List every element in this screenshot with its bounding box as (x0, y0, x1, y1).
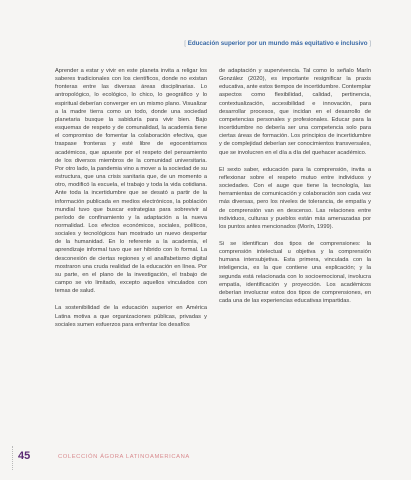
page-number: 45 (18, 450, 31, 462)
paragraph: El sexto saber, educación para la comprensión, invita a reflexionar sobre el respeto mutuo entre individuos y sociedades. Con el auge que tiene la tecnología, las herramientas de comunicación y colaboración son cada vez más diversas, pero los niveles de tolerancia, de empatía y de comprensión van en descenso. Las relaciones entre individuos, culturas y pueblos están más amenazadas por los puntos antes mencionados (Morín, 1999). (219, 166, 371, 230)
paragraph: La sostenibilidad de la educación superior en América Latina motiva a que organizaciones públicas, privadas y sociales sumen esfuerzos para enfrentar los desafíos (55, 305, 207, 328)
left-text-column (55, 67, 207, 329)
paragraph: Aprender a estar y vivir en este planeta invita a religar los saberes tradicionales con los científicos, donde no existan fronteras entre las diversas áreas disciplinarias. Lo antropológico, lo ecológico, lo chico, lo geográfico y lo espiritual deberían converger en un mismo plano. Visualizar a la madre tierra como un todo, donde una sociedad planetaria busque la sabiduría para vivir bien. Bajo esquemas de respeto y de comunalidad, la academia tiene el compromiso de fomentar la colaboración efectiva, que traspase fronteras y esté libre de egocentrismos académicos, que apueste por el respeto del pensamiento de los diversos miembros de la comunidad universitaria. Por otro lado, la pandemia vino a mover a la sociedad de su estructura, que una crisis sanitaria que, de un momento a otro, modificó la escuela, el trabajo y toda la vida cotidiana. Ante toda la incertidumbre que se desató a partir de la información publicada en medios electrónicos, la población mundial tuvo que buscar estrategias para sobrevivir al período de confinamiento y la adaptación a la nueva normalidad. Los efectos económicos, sociales, políticos, sociales y tecnológicos han mostrado un nuevo despertar de la humanidad. En lo referente a la academia, el aprendizaje informal tuvo que ser hibrido con lo formal. La desconexión de ciertas regiones y el analfabetismo digital mostraron una cruda realidad de la educación en línea. Por su parte, en el plano de la investigación, el trabajo de campo se vio limitado, excepto aquellos vinculados con temas de salud. (55, 68, 207, 295)
header-bracket-open: [ (184, 40, 186, 47)
publication-title: COLECCIÓN ÁGORA LATINOAMERICANA (58, 454, 190, 460)
header-bracket-close: ] (369, 40, 371, 47)
dotted-divider (12, 446, 14, 470)
page-footer (12, 446, 212, 470)
paragraph: de adaptación y supervivencia. Tal como lo señalo Marín González (2020), es importante resignificar la praxis educativa, ante estos tiempos de incertidumbre. Contemplar aspectos como flexibilidad, calidad, pertinencia, contextualización, accesibilidad e innovación, para desarrollar procesos, que incidan en el desarrollo de competencias personales y profesionales. Educar para la incertidumbre no debería ser una competencia solo para ciertas áreas de formación. Los principios de incertidumbre y de complejidad deberían ser conocimientos transversales, que se involucren en el día a día del quehacer académico. (219, 68, 371, 156)
running-header-title: Educación superior por un mundo más equitativo e inclusivo (187, 40, 368, 47)
running-header (184, 40, 371, 47)
right-text-column (219, 67, 371, 305)
paragraph: Si se identifican dos tipos de comprensiones: la comprensión intelectual u objetiva y la comprensión humana intersubjetiva. Esta primera, vinculada con la inteligencia, es la que contiene una explicación; y la segunda está relacionada con lo socioemocional, involucra empatía, identificación y proyección. Los académicos deberían involucrar estos dos tipos de comprensiones, en cada una de las experiencias educativas impartidas. (219, 240, 371, 305)
